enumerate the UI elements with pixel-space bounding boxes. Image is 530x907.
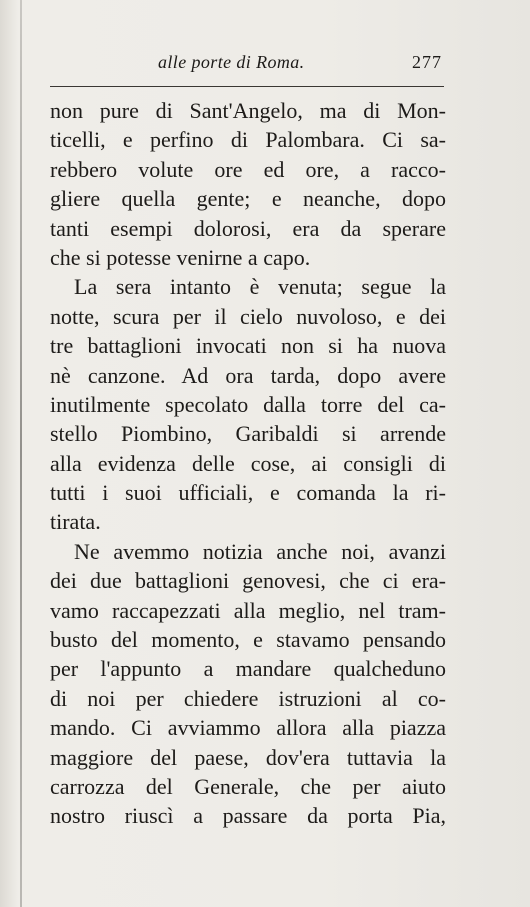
text-line: vamo raccapezzati alla meglio, nel tram- xyxy=(50,597,446,623)
text-line: tanti esempi dolorosi, era da sperare xyxy=(50,215,446,241)
text-line: tirata. xyxy=(50,509,101,535)
text-line: tutti i suoi ufficiali, e comanda la ri- xyxy=(50,480,446,506)
text-line: alla evidenza delle cose, ai consigli di xyxy=(50,450,446,476)
text-line: La sera intanto è venuta; segue la xyxy=(74,274,446,300)
text-line: di noi per chiedere istruzioni al co- xyxy=(50,685,446,711)
text-line: non pure di Sant'Angelo, ma di Mon- xyxy=(50,98,446,123)
text-line: nè canzone. Ad ora tarda, dopo avere xyxy=(50,362,446,388)
text-line: mando. Ci avviammo allora alla piazza xyxy=(50,715,446,741)
text-line: notte, scura per il cielo nuvoloso, e dei xyxy=(50,303,446,329)
text-line: gliere quella gente; e neanche, dopo xyxy=(50,186,446,212)
text-line: che si potesse venirne a capo. xyxy=(50,244,311,270)
text-line: tre battaglioni invocati non si ha nuova xyxy=(50,333,446,359)
text-line: Ne avemmo notizia anche noi, avanzi xyxy=(74,538,446,564)
page-gutter-shadow xyxy=(20,0,22,907)
text-line: nostro riuscì a passare da porta Pia, xyxy=(50,803,446,829)
running-title: alle porte di Roma. xyxy=(158,52,305,72)
page-header xyxy=(50,52,442,78)
text-line: maggiore del paese, dov'era tuttavia la xyxy=(50,744,446,770)
text-line: busto del momento, e stavamo pensando xyxy=(50,627,446,653)
header-rule xyxy=(50,86,444,87)
text-line: stello Piombino, Garibaldi si arrende xyxy=(50,421,446,447)
text-line: inutilmente specolato dalla torre del ca- xyxy=(50,391,446,417)
text-line: per l'appunto a mandare qualcheduno xyxy=(50,656,446,682)
page-number: 277 xyxy=(412,52,442,72)
text-line: dei due battaglioni genovesi, che ci era- xyxy=(50,568,446,594)
body-text xyxy=(50,96,446,831)
text-line: carrozza del Generale, che per aiuto xyxy=(50,773,446,799)
text-line: ticelli, e perfino di Palombara. Ci sa- xyxy=(50,127,446,153)
text-line: rebbero volute ore ed ore, a racco- xyxy=(50,156,446,182)
